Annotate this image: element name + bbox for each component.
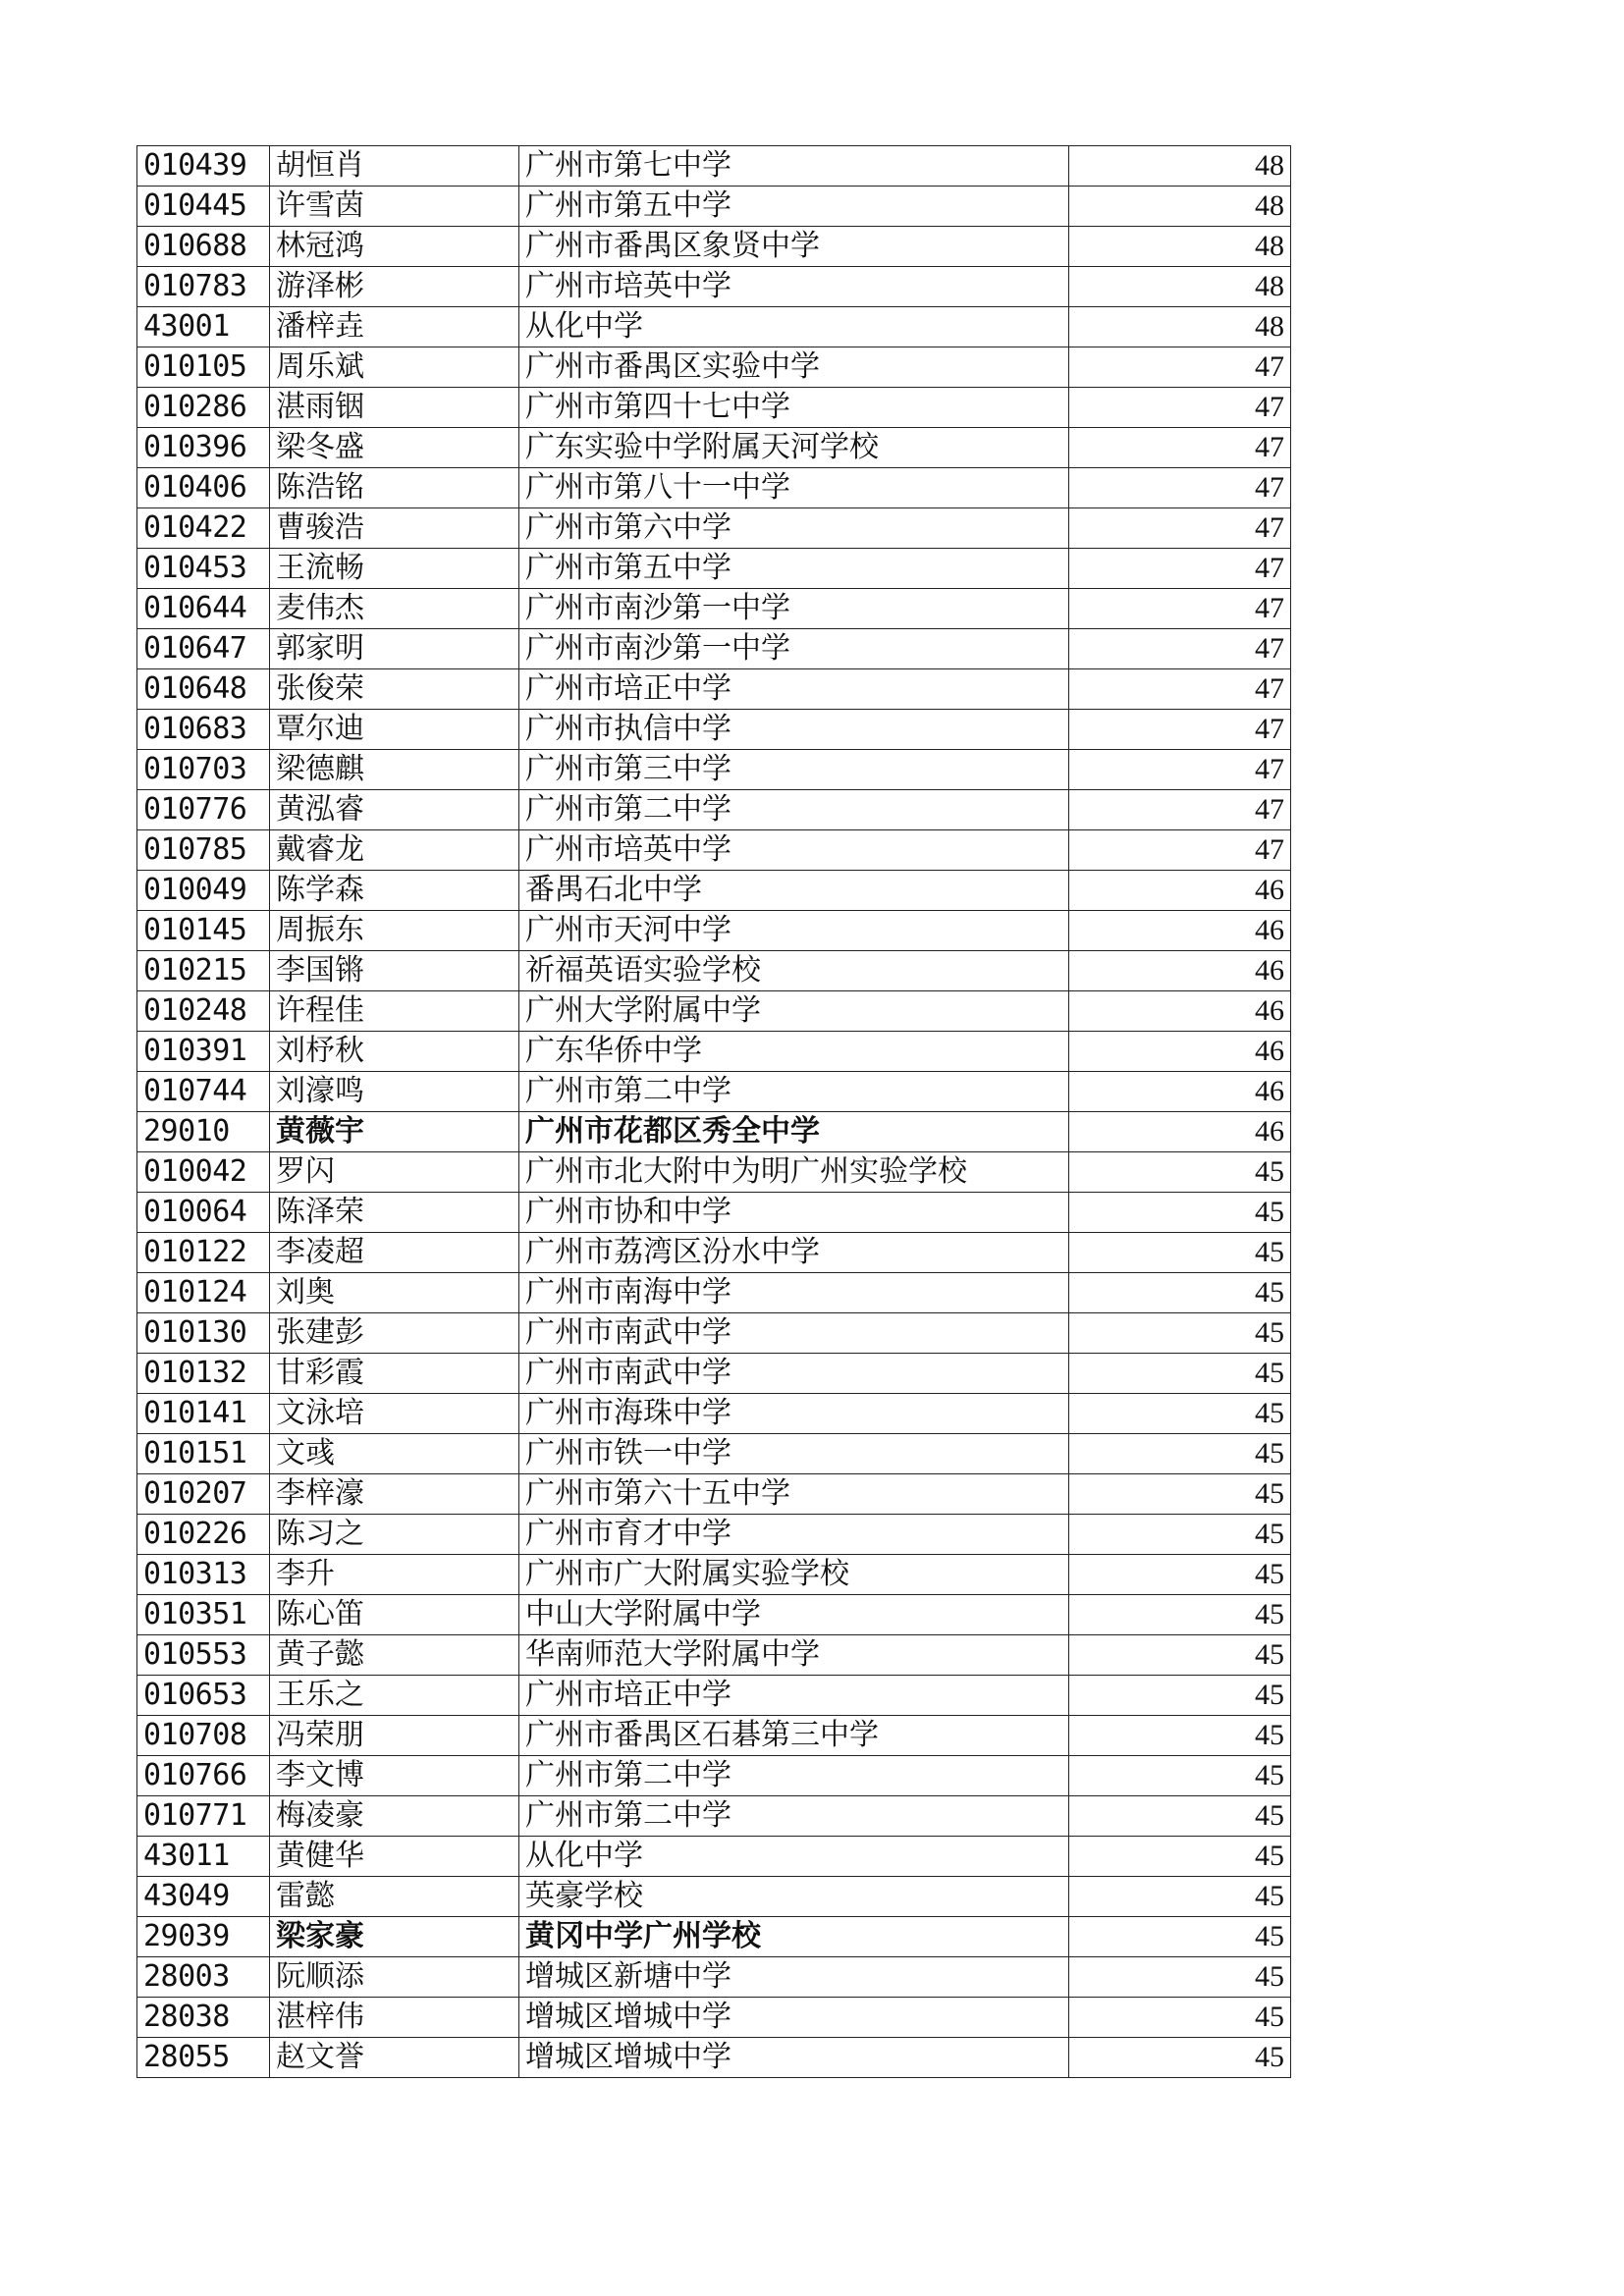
score-cell: 48 [1069,307,1291,347]
student-name-cell: 麦伟杰 [270,589,519,629]
table-row [137,388,1291,428]
school-name-cell: 增城区增城中学 [519,1998,1069,2038]
school-name-cell: 广州市第五中学 [519,187,1069,227]
student-name-cell: 梅凌豪 [270,1796,519,1837]
score-cell: 47 [1069,508,1291,549]
score-cell: 45 [1069,1515,1291,1555]
score-cell: 48 [1069,227,1291,267]
student-name-cell: 刘奥 [270,1273,519,1313]
student-name-cell: 黄薇宇 [270,1112,519,1152]
table-row [137,1877,1291,1917]
student-name-cell: 游泽彬 [270,267,519,307]
student-name-cell: 王流畅 [270,549,519,589]
score-cell: 48 [1069,146,1291,187]
table-row [137,1917,1291,1957]
student-name-cell: 阮顺添 [270,1957,519,1998]
school-name-cell: 英豪学校 [519,1877,1069,1917]
school-name-cell: 广州市南海中学 [519,1273,1069,1313]
table-row [137,871,1291,911]
score-cell: 47 [1069,589,1291,629]
table-row [137,549,1291,589]
score-cell: 45 [1069,1998,1291,2038]
student-id-cell: 010406 [137,468,270,508]
school-name-cell: 广州市执信中学 [519,710,1069,750]
student-id-cell: 28003 [137,1957,270,1998]
student-name-cell: 刘濠鸣 [270,1072,519,1112]
student-name-cell: 周乐斌 [270,347,519,388]
score-cell: 48 [1069,187,1291,227]
student-name-cell: 李凌超 [270,1233,519,1273]
table-row [137,1756,1291,1796]
school-name-cell: 广州大学附属中学 [519,991,1069,1032]
school-name-cell: 广州市广大附属实验学校 [519,1555,1069,1595]
score-table [136,145,1291,2078]
school-name-cell: 广州市第五中学 [519,549,1069,589]
score-cell: 46 [1069,991,1291,1032]
school-name-cell: 广州市第二中学 [519,1796,1069,1837]
table-row [137,629,1291,669]
score-cell: 45 [1069,1273,1291,1313]
school-name-cell: 广州市第二中学 [519,1756,1069,1796]
student-name-cell: 梁家豪 [270,1917,519,1957]
score-cell: 45 [1069,1635,1291,1676]
student-id-cell: 010708 [137,1716,270,1756]
student-name-cell: 许程佳 [270,991,519,1032]
student-id-cell: 29039 [137,1917,270,1957]
school-name-cell: 广州市第三中学 [519,750,1069,790]
school-name-cell: 广州市协和中学 [519,1193,1069,1233]
table-row [137,1072,1291,1112]
score-cell: 47 [1069,669,1291,710]
student-name-cell: 张建彭 [270,1313,519,1354]
table-row [137,508,1291,549]
score-cell: 45 [1069,1957,1291,1998]
score-cell: 47 [1069,428,1291,468]
score-cell: 45 [1069,1676,1291,1716]
student-id-cell: 010776 [137,790,270,830]
table-row [137,347,1291,388]
table-row [137,468,1291,508]
score-cell: 45 [1069,2038,1291,2078]
student-name-cell: 梁冬盛 [270,428,519,468]
student-id-cell: 010351 [137,1595,270,1635]
school-name-cell: 广州市第七中学 [519,146,1069,187]
school-name-cell: 广州市培正中学 [519,1676,1069,1716]
table-row [137,267,1291,307]
score-cell: 46 [1069,951,1291,991]
school-name-cell: 广州市培英中学 [519,267,1069,307]
school-name-cell: 增城区增城中学 [519,2038,1069,2078]
score-cell: 47 [1069,710,1291,750]
student-name-cell: 黄泓睿 [270,790,519,830]
table-row [137,1716,1291,1756]
student-id-cell: 010286 [137,388,270,428]
score-cell: 46 [1069,871,1291,911]
table-row [137,1957,1291,1998]
student-id-cell: 010141 [137,1394,270,1434]
student-id-cell: 010124 [137,1273,270,1313]
school-name-cell: 广州市南武中学 [519,1354,1069,1394]
score-cell: 47 [1069,468,1291,508]
school-name-cell: 中山大学附属中学 [519,1595,1069,1635]
table-row [137,1434,1291,1474]
table-row [137,146,1291,187]
student-id-cell: 010215 [137,951,270,991]
school-name-cell: 从化中学 [519,1837,1069,1877]
student-name-cell: 湛雨铟 [270,388,519,428]
table-row [137,951,1291,991]
student-name-cell: 曹骏浩 [270,508,519,549]
student-name-cell: 李升 [270,1555,519,1595]
score-cell: 48 [1069,267,1291,307]
student-name-cell: 潘梓垚 [270,307,519,347]
student-id-cell: 010122 [137,1233,270,1273]
student-id-cell: 010785 [137,830,270,871]
table-row [137,991,1291,1032]
school-name-cell: 广州市第二中学 [519,1072,1069,1112]
table-row [137,428,1291,468]
score-cell: 47 [1069,790,1291,830]
student-name-cell: 王乐之 [270,1676,519,1716]
table-row [137,1112,1291,1152]
student-name-cell: 李文博 [270,1756,519,1796]
school-name-cell: 从化中学 [519,307,1069,347]
student-id-cell: 010145 [137,911,270,951]
student-name-cell: 冯荣朋 [270,1716,519,1756]
school-name-cell: 广州市培英中学 [519,830,1069,871]
table-row [137,669,1291,710]
score-cell: 45 [1069,1756,1291,1796]
student-id-cell: 010783 [137,267,270,307]
score-cell: 47 [1069,388,1291,428]
student-name-cell: 黄子懿 [270,1635,519,1676]
student-name-cell: 甘彩霞 [270,1354,519,1394]
student-name-cell: 梁德麒 [270,750,519,790]
student-name-cell: 陈心笛 [270,1595,519,1635]
table-row [137,790,1291,830]
table-row [137,187,1291,227]
table-row [137,1837,1291,1877]
school-name-cell: 广州市番禺区石碁第三中学 [519,1716,1069,1756]
score-cell: 46 [1069,1072,1291,1112]
score-cell: 45 [1069,1193,1291,1233]
student-id-cell: 010703 [137,750,270,790]
student-name-cell: 林冠鸿 [270,227,519,267]
school-name-cell: 广州市第八十一中学 [519,468,1069,508]
school-name-cell: 祈福英语实验学校 [519,951,1069,991]
student-name-cell: 郭家明 [270,629,519,669]
school-name-cell: 广东实验中学附属天河学校 [519,428,1069,468]
student-id-cell: 29010 [137,1112,270,1152]
student-name-cell: 黄健华 [270,1837,519,1877]
student-id-cell: 28038 [137,1998,270,2038]
score-cell: 45 [1069,1233,1291,1273]
student-id-cell: 010445 [137,187,270,227]
student-id-cell: 010130 [137,1313,270,1354]
student-name-cell: 文彧 [270,1434,519,1474]
student-id-cell: 010105 [137,347,270,388]
table-row [137,1676,1291,1716]
student-id-cell: 010064 [137,1193,270,1233]
school-name-cell: 广州市铁一中学 [519,1434,1069,1474]
student-name-cell: 雷懿 [270,1877,519,1917]
table-row [137,1595,1291,1635]
student-id-cell: 43049 [137,1877,270,1917]
student-id-cell: 010648 [137,669,270,710]
school-name-cell: 黄冈中学广州学校 [519,1917,1069,1957]
student-name-cell: 许雪茵 [270,187,519,227]
table-row [137,750,1291,790]
student-id-cell: 010132 [137,1354,270,1394]
table-row [137,1193,1291,1233]
table-row [137,1635,1291,1676]
school-name-cell: 广州市海珠中学 [519,1394,1069,1434]
school-name-cell: 广州市第二中学 [519,790,1069,830]
table-row [137,589,1291,629]
student-id-cell: 010439 [137,146,270,187]
score-cell: 45 [1069,1837,1291,1877]
score-cell: 46 [1069,1112,1291,1152]
score-cell: 45 [1069,1354,1291,1394]
school-name-cell: 广州市培正中学 [519,669,1069,710]
table-row [137,1555,1291,1595]
score-cell: 45 [1069,1716,1291,1756]
table-row [137,307,1291,347]
student-id-cell: 010422 [137,508,270,549]
table-row [137,710,1291,750]
score-cell: 45 [1069,1555,1291,1595]
student-name-cell: 陈习之 [270,1515,519,1555]
score-cell: 47 [1069,347,1291,388]
school-name-cell: 广州市南沙第一中学 [519,629,1069,669]
school-name-cell: 广州市番禺区象贤中学 [519,227,1069,267]
score-cell: 47 [1069,629,1291,669]
school-name-cell: 广州市天河中学 [519,911,1069,951]
school-name-cell: 广州市番禺区实验中学 [519,347,1069,388]
student-id-cell: 010396 [137,428,270,468]
score-cell: 45 [1069,1394,1291,1434]
table-row [137,1273,1291,1313]
student-id-cell: 010391 [137,1032,270,1072]
score-cell: 45 [1069,1796,1291,1837]
student-name-cell: 李国锵 [270,951,519,991]
score-table-body [137,146,1291,2078]
table-row [137,227,1291,267]
school-name-cell: 增城区新塘中学 [519,1957,1069,1998]
student-id-cell: 010688 [137,227,270,267]
school-name-cell: 番禺石北中学 [519,871,1069,911]
school-name-cell: 广州市第六中学 [519,508,1069,549]
student-name-cell: 戴睿龙 [270,830,519,871]
table-row [137,830,1291,871]
student-id-cell: 010644 [137,589,270,629]
school-name-cell: 广州市北大附中为明广州实验学校 [519,1152,1069,1193]
student-name-cell: 陈泽荣 [270,1193,519,1233]
score-cell: 45 [1069,1474,1291,1515]
school-name-cell: 华南师范大学附属中学 [519,1635,1069,1676]
student-name-cell: 李梓濠 [270,1474,519,1515]
student-id-cell: 010453 [137,549,270,589]
student-name-cell: 刘杼秋 [270,1032,519,1072]
student-name-cell: 湛梓伟 [270,1998,519,2038]
school-name-cell: 广州市第六十五中学 [519,1474,1069,1515]
table-row [137,1998,1291,2038]
table-row [137,1032,1291,1072]
score-cell: 46 [1069,911,1291,951]
student-id-cell: 010744 [137,1072,270,1112]
school-name-cell: 广州市花都区秀全中学 [519,1112,1069,1152]
student-name-cell: 陈学森 [270,871,519,911]
student-id-cell: 010313 [137,1555,270,1595]
school-name-cell: 广州市南沙第一中学 [519,589,1069,629]
student-id-cell: 010248 [137,991,270,1032]
score-cell: 45 [1069,1917,1291,1957]
score-cell: 45 [1069,1152,1291,1193]
table-row [137,1394,1291,1434]
student-name-cell: 罗闪 [270,1152,519,1193]
student-id-cell: 010771 [137,1796,270,1837]
student-id-cell: 43001 [137,307,270,347]
student-id-cell: 010553 [137,1635,270,1676]
student-id-cell: 010226 [137,1515,270,1555]
student-name-cell: 文泳培 [270,1394,519,1434]
table-row [137,911,1291,951]
table-row [137,1354,1291,1394]
school-name-cell: 广州市育才中学 [519,1515,1069,1555]
student-id-cell: 010151 [137,1434,270,1474]
school-name-cell: 广州市荔湾区汾水中学 [519,1233,1069,1273]
score-cell: 45 [1069,1595,1291,1635]
school-name-cell: 广州市南武中学 [519,1313,1069,1354]
student-id-cell: 28055 [137,2038,270,2078]
table-row [137,2038,1291,2078]
student-id-cell: 010766 [137,1756,270,1796]
score-cell: 45 [1069,1313,1291,1354]
student-name-cell: 周振东 [270,911,519,951]
student-id-cell: 010042 [137,1152,270,1193]
student-id-cell: 43011 [137,1837,270,1877]
score-cell: 45 [1069,1877,1291,1917]
student-name-cell: 赵文誉 [270,2038,519,2078]
table-row [137,1313,1291,1354]
student-id-cell: 010683 [137,710,270,750]
score-cell: 46 [1069,1032,1291,1072]
score-cell: 47 [1069,549,1291,589]
student-id-cell: 010653 [137,1676,270,1716]
table-row [137,1233,1291,1273]
score-cell: 47 [1069,750,1291,790]
student-id-cell: 010049 [137,871,270,911]
school-name-cell: 广州市第四十七中学 [519,388,1069,428]
student-name-cell: 胡恒肖 [270,146,519,187]
score-cell: 47 [1069,830,1291,871]
student-name-cell: 覃尔迪 [270,710,519,750]
school-name-cell: 广东华侨中学 [519,1032,1069,1072]
student-id-cell: 010207 [137,1474,270,1515]
table-row [137,1474,1291,1515]
student-name-cell: 张俊荣 [270,669,519,710]
table-row [137,1796,1291,1837]
student-id-cell: 010647 [137,629,270,669]
student-name-cell: 陈浩铭 [270,468,519,508]
table-row [137,1515,1291,1555]
score-cell: 45 [1069,1434,1291,1474]
table-row [137,1152,1291,1193]
